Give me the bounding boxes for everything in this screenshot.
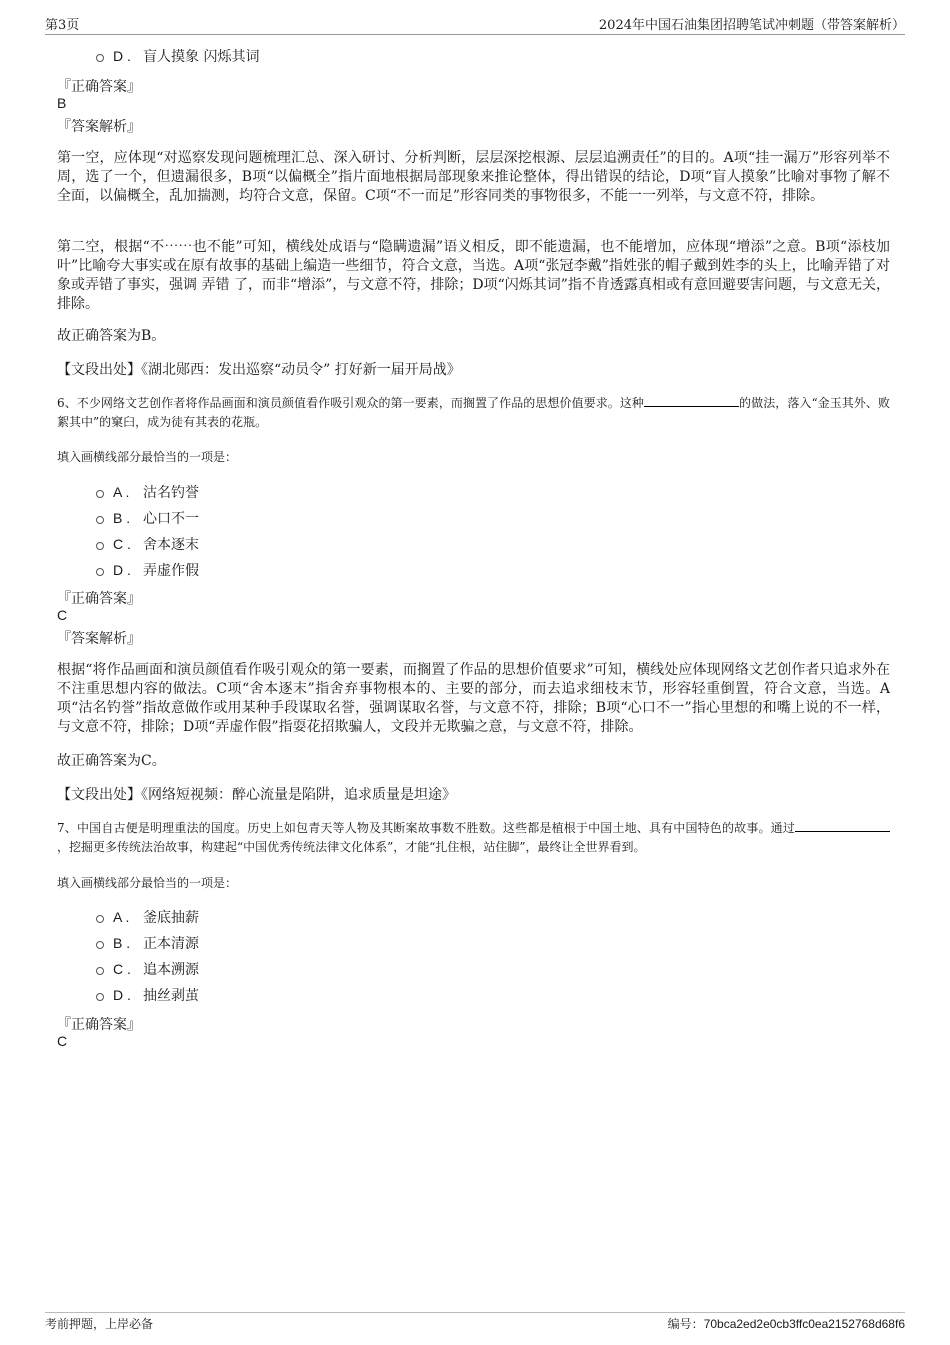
radio-icon[interactable] (96, 568, 104, 576)
q5-option-d[interactable] (96, 46, 259, 66)
option-text: 追本溯源 (143, 962, 199, 978)
q6-text-part-2: 的做法，落入“金玉其外、败絮其中”的窠臼，成为徒有其表的花瓶。 (57, 396, 891, 429)
q7-text-part-2: ，挖掘更多传统法治故事，构建起“中国优秀传统法律文化体系”，才能“扎住根，站住脚”，最终让全世界看到。 (57, 840, 646, 854)
q6-conclusion: 故正确答案为C。 (57, 753, 166, 769)
q7-answer: C (57, 1033, 68, 1049)
q7-question-text (57, 819, 890, 857)
q6-question-text (57, 394, 890, 432)
fill-blank (644, 394, 739, 407)
q6-answer-label: 『正确答案』 (57, 591, 141, 607)
radio-icon[interactable] (96, 516, 104, 524)
q7-answer-label: 『正确答案』 (57, 1017, 141, 1033)
option-letter: A . (113, 909, 130, 925)
q6-source: 【文段出处】《网络短视频：醉心流量是陷阱，追求质量是坦途》 (57, 787, 456, 803)
radio-icon[interactable] (96, 490, 104, 498)
radio-icon[interactable] (96, 967, 104, 975)
radio-icon[interactable] (96, 54, 104, 62)
q5-analysis-para-2: 第二空，根据“不⋯⋯也不能”可知，横线处成语与“隐瞒遗漏”语义相反，即不能遗漏，也不能增加，应体现“增添”之意。B项“添枝加叶”比喻夸大事实或在原有故事的基础上编造一些细节，符合文意，当选。A项“张冠李戴”指姓张的帽子戴到姓李的头上，比喻弄错了对象或弄错了事实，强调 弄错 了，而非“增添”，与文意不符，排除；D项“闪烁其词”指不肯透露真相或有意回避要害问题，与文意无关，排除。 (57, 239, 890, 312)
q5-conclusion: 故正确答案为B。 (57, 328, 166, 344)
q6-option-a[interactable] (96, 482, 199, 502)
q7-prompt: 填入画横线部分最恰当的一项是： (57, 876, 238, 890)
footer-slogan: 考前押题，上岸必备 (45, 1317, 154, 1331)
q5-analysis-para-1: 第一空，应体现“对巡察发现问题梳理汇总、深入研讨、分析判断，层层深挖根源、层层追溯责任”的目的。A项“挂一漏万”形容列举不周，选了一个，但遗漏很多，B项“以偏概全”指片面地根据局部现象来推论整体，得出错误的结论，D项“盲人摸象”比喻对事物了解不全面，以偏概全，乱加揣测，均符合文意，保留。C项“不一而足”形容同类的事物很多，不能一一列举，与文意不符，排除。 (57, 150, 890, 204)
option-letter: C . (113, 536, 131, 552)
option-text: 盲人摸象 闪烁其词 (143, 49, 260, 65)
option-text: 舍本逐末 (143, 537, 199, 553)
q7-option-a[interactable] (96, 907, 199, 927)
q6-answer: C (57, 607, 68, 623)
option-letter: D . (113, 987, 131, 1003)
q6-prompt: 填入画横线部分最恰当的一项是： (57, 450, 238, 464)
q5-source: 【文段出处】《湖北郧西：发出巡察“动员令” 打好新一届开局战》 (57, 362, 461, 378)
radio-icon[interactable] (96, 915, 104, 923)
option-letter: D . (113, 562, 131, 578)
q7-option-d[interactable] (96, 985, 199, 1005)
q5-analysis-label: 『答案解析』 (57, 119, 141, 135)
option-text: 釜底抽薪 (143, 910, 199, 926)
option-text: 抽丝剥茧 (143, 988, 199, 1004)
q6-option-c[interactable] (96, 534, 199, 554)
q6-analysis-para-1: 根据“将作品画面和演员颜值看作吸引观众的第一要素，而搁置了作品的思想价值要求”可知，横线处应体现网络文艺创作者只追求外在不注重思想内容的做法。C项“舍本逐末”指舍弃事物根本的、主要的部分，而去追求细枝末节，形容轻重倒置，符合文意，当选。A项“沽名钓誉”指故意做作或用某种手段谋取名誉，强调谋取名誉，与文意不符，排除；B项“心口不一”指心里想的和嘴上说的不一样，与文意不符，排除；D项“弄虚作假”指耍花招欺骗人，文段并无欺骗之意，与文意不符，排除。 (57, 662, 890, 735)
option-text: 沽名钓誉 (143, 485, 199, 501)
fill-blank (795, 819, 890, 832)
option-letter: B . (113, 510, 131, 526)
page-footer (45, 1312, 905, 1337)
q6-text-part-1: 6、不少网络文艺创作者将作品画面和演员颜值看作吸引观众的第一要素，而搁置了作品的思想价值要求。这种 (57, 396, 644, 410)
q5-answer-label: 『正确答案』 (57, 79, 141, 95)
option-text: 弄虚作假 (143, 563, 199, 579)
document-code-value: 70bca2ed2e0cb3ffc0ea2152768d68f6 (703, 1317, 905, 1331)
option-text: 心口不一 (143, 511, 199, 527)
radio-icon[interactable] (96, 542, 104, 550)
page-number: 第3页 (45, 18, 80, 33)
option-text: 正本清源 (143, 936, 199, 952)
q6-option-b[interactable] (96, 508, 199, 528)
option-letter: D . (113, 48, 131, 64)
q7-option-c[interactable] (96, 959, 199, 979)
q6-analysis-label: 『答案解析』 (57, 631, 141, 647)
document-code-label: 编号： (667, 1317, 704, 1331)
q6-option-d[interactable] (96, 560, 199, 580)
page-header (45, 14, 905, 35)
q7-option-b[interactable] (96, 933, 199, 953)
option-letter: A . (113, 484, 130, 500)
option-letter: C . (113, 961, 131, 977)
q5-answer: B (57, 95, 67, 111)
document-code (668, 1315, 905, 1337)
radio-icon[interactable] (96, 993, 104, 1001)
q7-text-part-1: 7、中国自古便是明理重法的国度。历史上如包青天等人物及其断案故事数不胜数。这些都是植根于中国土地、具有中国特色的故事。通过 (57, 821, 795, 835)
document-title: 2024年中国石油集团招聘笔试冲刺题（带答案解析） (598, 18, 905, 33)
option-letter: B . (113, 935, 131, 951)
radio-icon[interactable] (96, 941, 104, 949)
